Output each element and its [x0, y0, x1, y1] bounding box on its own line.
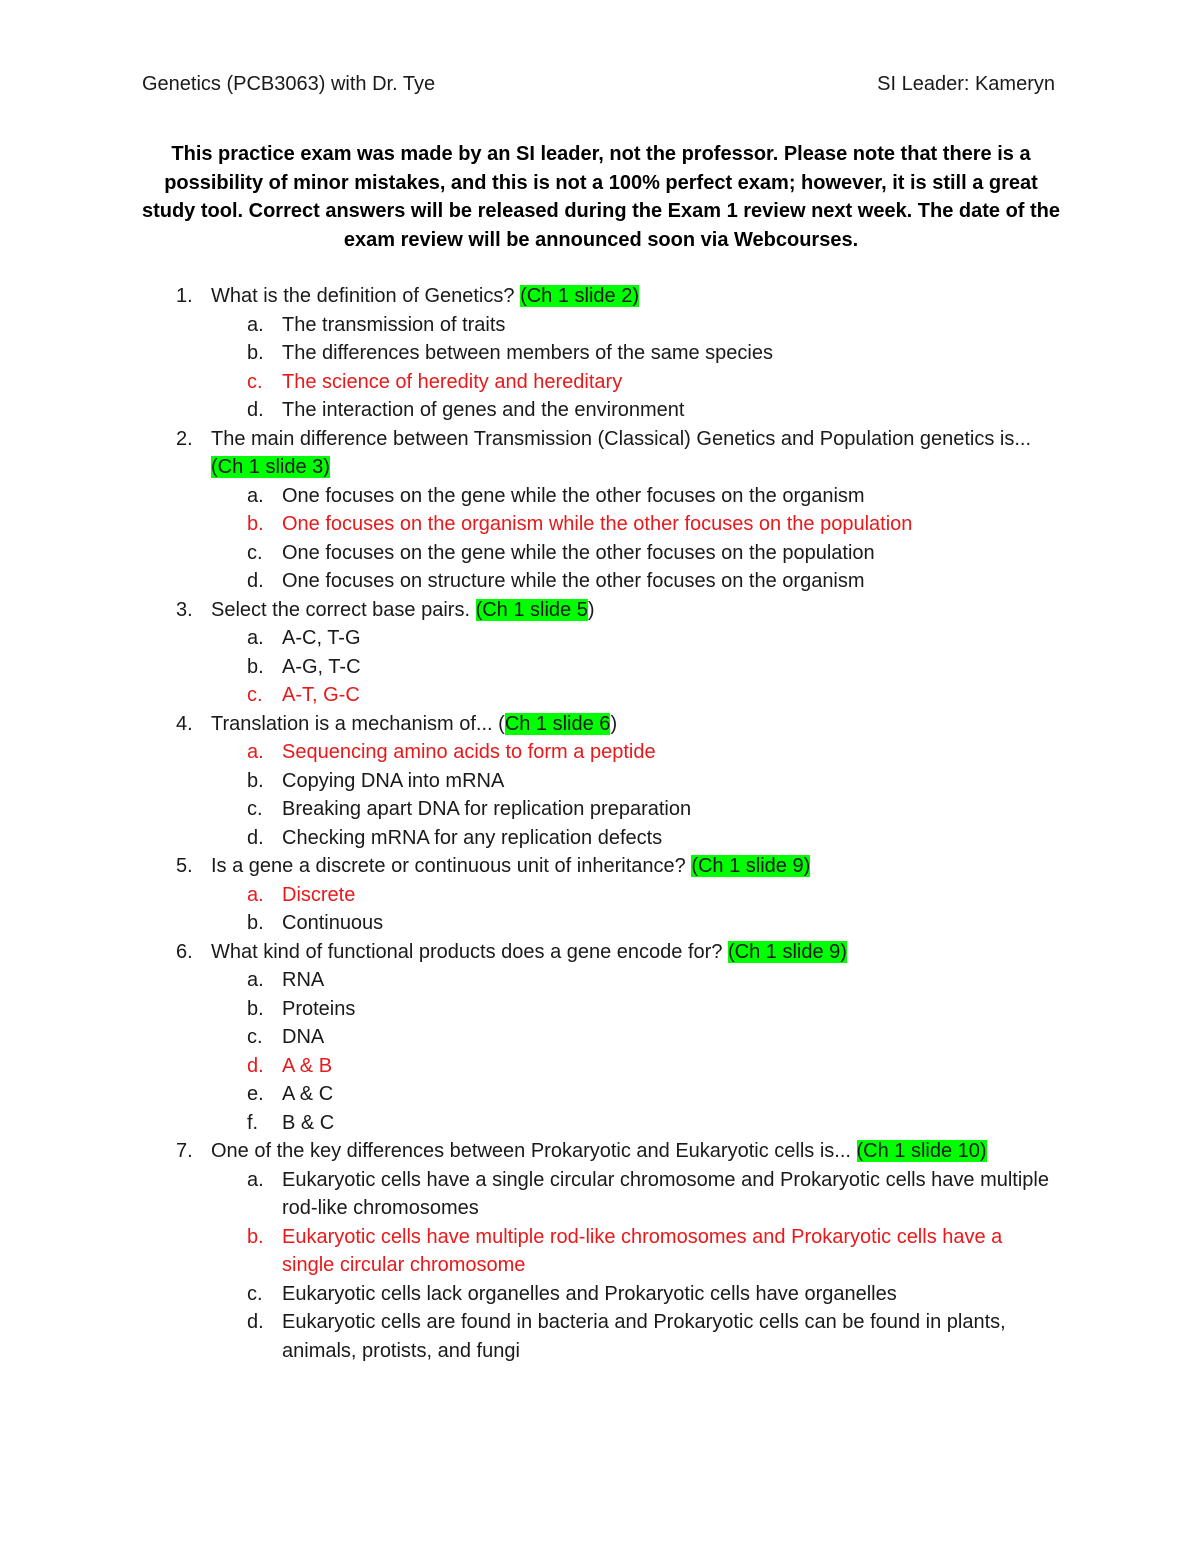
- option-text: Eukaryotic cells are found in bacteria and Prokaryotic cells can be found in plants, animals, protists, and fungi: [282, 1311, 1006, 1362]
- answer-option: [0, 1109, 1200, 1138]
- question-number: 3.: [176, 598, 193, 621]
- option-text: Eukaryotic cells have a single circular chromosome and Prokaryotic cells have multiple rod-like chromosomes: [282, 1168, 1049, 1219]
- option-letter: d.: [247, 826, 264, 849]
- answer-option-correct: [0, 681, 1200, 710]
- option-text: Eukaryotic cells lack organelles and Prokaryotic cells have organelles: [282, 1282, 897, 1305]
- question-4: [0, 710, 1200, 739]
- question-7: [0, 1137, 1200, 1166]
- answer-option: [0, 995, 1200, 1024]
- answer-option-correct: [0, 738, 1200, 767]
- header-si-leader: SI Leader: Kameryn: [877, 73, 1055, 95]
- option-letter: b.: [247, 997, 264, 1020]
- slide-reference-highlight: (Ch 1 slide 5: [475, 598, 588, 621]
- option-letter: b.: [247, 769, 264, 792]
- question-6: [0, 938, 1200, 967]
- answer-option: [0, 1023, 1200, 1052]
- option-text: Proteins: [282, 997, 356, 1020]
- option-text: Copying DNA into mRNA: [282, 769, 505, 792]
- option-text: Checking mRNA for any replication defects: [282, 826, 663, 849]
- option-letter: a.: [247, 883, 264, 906]
- answer-option: [0, 539, 1200, 568]
- option-text: A-G, T-C: [282, 655, 361, 678]
- option-letter: e.: [247, 1083, 264, 1105]
- option-letter: d.: [247, 1311, 264, 1333]
- option-text: RNA: [282, 969, 325, 991]
- question-list: [0, 282, 1200, 1365]
- option-letter: a.: [247, 969, 264, 991]
- question-number: 7.: [176, 1140, 193, 1162]
- option-letter: c.: [247, 1282, 263, 1305]
- slide-reference-highlight: (Ch 1 slide 10): [856, 1140, 987, 1162]
- option-letter: c.: [247, 798, 263, 820]
- intro-notice: This practice exam was made by an SI leader, not the professor. Please note that there is a possibility of minor mistakes, and this is not a 100% perfect exam; however, it is still a great study tool. Correct answers will be released during the Exam 1 review next week. The date of the exam review will be announced soon via Webcourses.: [141, 143, 1061, 252]
- option-letter: d.: [247, 1054, 264, 1077]
- option-text: Eukaryotic cells have multiple rod-like chromosomes and Prokaryotic cells have a single circular chromosome: [282, 1225, 1003, 1276]
- option-letter: d.: [247, 399, 264, 421]
- question-5: [0, 852, 1200, 881]
- option-letter: b.: [247, 655, 264, 678]
- answer-option: [0, 311, 1200, 340]
- option-text: B & C: [282, 1111, 335, 1134]
- question-number: 1.: [176, 285, 193, 307]
- option-letter: a.: [247, 484, 264, 507]
- question-number: 2.: [176, 427, 193, 450]
- answer-option: [0, 396, 1200, 425]
- option-text: A & C: [282, 1083, 334, 1105]
- answer-option: [0, 653, 1200, 682]
- answer-option-correct: [0, 881, 1200, 910]
- option-text: The interaction of genes and the environment: [282, 399, 685, 421]
- option-letter: a.: [247, 1168, 264, 1191]
- option-text: The science of heredity and hereditary: [282, 370, 623, 393]
- option-letter: c.: [247, 370, 263, 393]
- option-text: One focuses on the organism while the other focuses on the population: [282, 513, 913, 535]
- option-letter: b.: [247, 912, 264, 934]
- option-text: Sequencing amino acids to form a peptide: [282, 741, 656, 763]
- option-text: Discrete: [282, 883, 356, 906]
- option-text: The transmission of traits: [282, 313, 506, 336]
- option-letter: b.: [247, 342, 264, 364]
- slide-reference-highlight: (Ch 1 slide 9): [691, 855, 811, 877]
- option-text: The differences between members of the same species: [282, 342, 773, 364]
- answer-option: [0, 795, 1200, 824]
- option-text: A & B: [282, 1054, 333, 1077]
- question-number: 6.: [176, 940, 193, 963]
- option-text: One focuses on structure while the other focuses on the organism: [282, 570, 865, 592]
- answer-option: [0, 1080, 1200, 1109]
- option-letter: a.: [247, 627, 264, 649]
- option-letter: b.: [247, 513, 264, 535]
- header-course-title: Genetics (PCB3063) with Dr. Tye: [142, 73, 436, 95]
- answer-option: [0, 767, 1200, 796]
- question-text: Translation is a mechanism of... (: [211, 712, 505, 735]
- question-text-end: ): [587, 598, 595, 621]
- option-letter: c.: [247, 1026, 263, 1048]
- question-text: Is a gene a discrete or continuous unit of inheritance?: [211, 855, 692, 877]
- answer-option: [0, 1308, 1200, 1365]
- option-letter: b.: [247, 1225, 264, 1248]
- answer-option: [0, 482, 1200, 511]
- option-letter: f.: [247, 1111, 259, 1134]
- option-letter: c.: [247, 684, 263, 706]
- question-text-end: ): [610, 712, 618, 735]
- question-text: The main difference between Transmission (Classical) Genetics and Population genetics is...: [211, 427, 1037, 450]
- question-text: Select the correct base pairs.: [211, 598, 476, 621]
- answer-option: [0, 824, 1200, 853]
- answer-option: [0, 966, 1200, 995]
- slide-reference-highlight: Ch 1 slide 6: [504, 712, 611, 735]
- answer-option-correct: [0, 1223, 1200, 1280]
- question-text: What kind of functional products does a gene encode for?: [211, 940, 729, 963]
- option-letter: d.: [247, 570, 264, 592]
- option-text: One focuses on the gene while the other focuses on the organism: [282, 484, 865, 507]
- question-3: [0, 596, 1200, 625]
- answer-option-correct: [0, 1052, 1200, 1081]
- option-text: Breaking apart DNA for replication preparation: [282, 798, 692, 820]
- question-number: 4.: [176, 712, 193, 735]
- option-letter: a.: [247, 313, 264, 336]
- answer-option: [0, 567, 1200, 596]
- option-letter: c.: [247, 541, 263, 564]
- option-letter: a.: [247, 741, 264, 763]
- answer-option: [0, 624, 1200, 653]
- slide-reference-highlight: (Ch 1 slide 2): [520, 285, 639, 307]
- answer-option: [0, 1280, 1200, 1309]
- question-number: 5.: [176, 855, 193, 877]
- answer-option-correct: [0, 510, 1200, 539]
- question-text: One of the key differences between Prokaryotic and Eukaryotic cells is...: [211, 1140, 857, 1162]
- answer-option: [0, 909, 1200, 938]
- answer-option-correct: [0, 368, 1200, 397]
- option-text: DNA: [282, 1026, 325, 1048]
- question-1: [0, 282, 1200, 311]
- option-text: A-T, G-C: [282, 684, 360, 706]
- option-text: A-C, T-G: [282, 627, 361, 649]
- question-2: [0, 425, 1200, 482]
- option-text: One focuses on the gene while the other focuses on the population: [282, 541, 875, 564]
- slide-reference-highlight: (Ch 1 slide 3): [211, 456, 330, 478]
- option-text: Continuous: [282, 912, 384, 934]
- answer-option: [0, 1166, 1200, 1223]
- question-text: What is the definition of Genetics?: [211, 285, 521, 307]
- answer-option: [0, 339, 1200, 368]
- slide-reference-highlight: (Ch 1 slide 9): [728, 940, 847, 963]
